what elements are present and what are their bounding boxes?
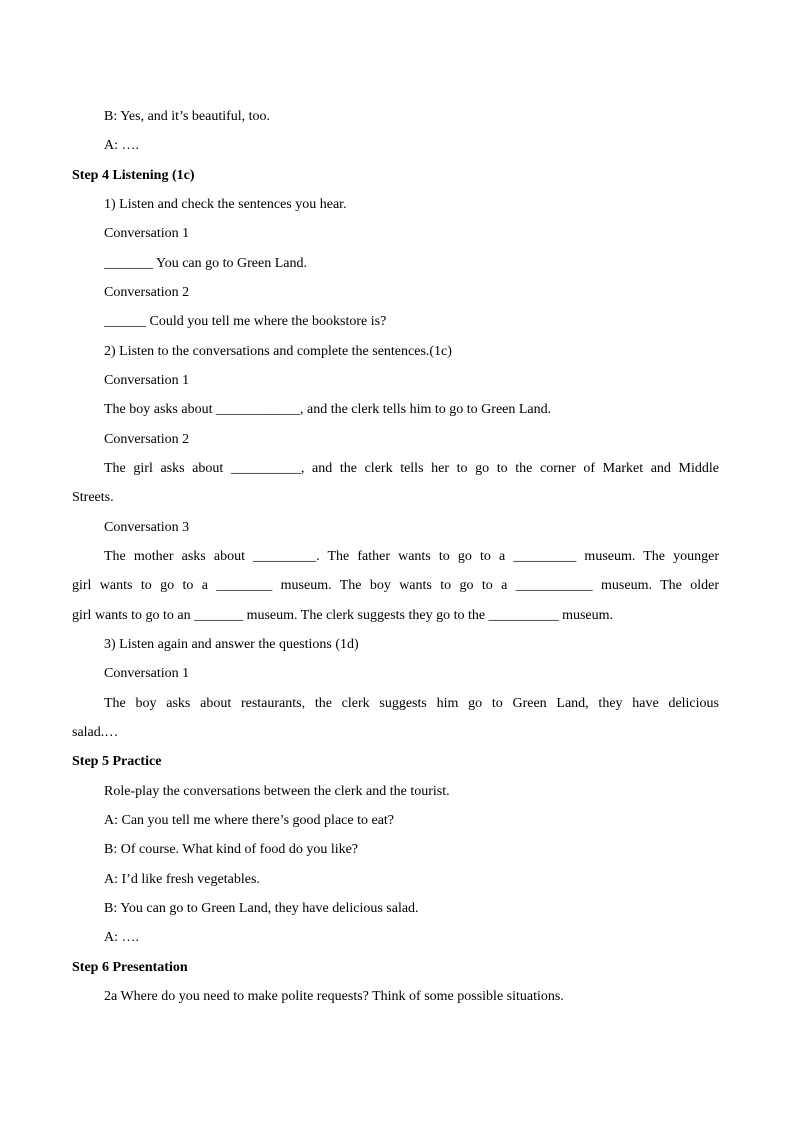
fill-in-sentence-continuation: Streets. [72,490,114,505]
conversation-label: Conversation 2 [104,285,190,300]
fill-in-paragraph: The mother asks about _________. The father wants to go to a _________ museum. The younger [104,549,719,564]
conversation-label: Conversation 1 [104,226,190,241]
fill-in-paragraph: girl wants to go to a ________ museum. The boy wants to go to a ___________ museum. The older [72,578,719,593]
dialogue-line: B: Yes, and it’s beautiful, too. [104,109,271,124]
answer-paragraph-continuation: salad.… [72,725,119,740]
dialogue-line: A: I’d like fresh vegetables. [104,872,260,887]
dialogue-line: B: You can go to Green Land, they have delicious salad. [104,901,419,916]
task-instruction: Role-play the conversations between the clerk and the tourist. [104,784,450,799]
dialogue-line: A: Can you tell me where there’s good place to eat? [104,813,395,828]
fill-in-sentence: The boy asks about ____________, and the clerk tells him to go to Green Land. [104,402,552,417]
step-4-heading: Step 4 Listening (1c) [72,168,195,183]
fill-in-paragraph: girl wants to go to an _______ museum. The clerk suggests they go to the __________ museum. [72,608,614,623]
dialogue-line: A: …. [104,138,139,153]
fill-in-sentence: The girl asks about __________, and the clerk tells her to go to the corner of Market and Middle [104,461,719,476]
conversation-label: Conversation 1 [104,373,190,388]
conversation-label: Conversation 1 [104,666,190,681]
task-instruction: 3) Listen again and answer the questions (1d) [104,637,359,652]
step-5-heading: Step 5 Practice [72,754,162,769]
fill-in-sentence: _______ You can go to Green Land. [104,256,307,271]
step-6-heading: Step 6 Presentation [72,960,188,975]
task-instruction: 2a Where do you need to make polite requests? Think of some possible situations. [104,989,564,1004]
task-instruction: 2) Listen to the conversations and complete the sentences.(1c) [104,344,452,359]
fill-in-sentence: ______ Could you tell me where the bookstore is? [104,314,387,329]
task-instruction: 1) Listen and check the sentences you hear. [104,197,347,212]
dialogue-line: B: Of course. What kind of food do you like? [104,842,359,857]
dialogue-line: A: …. [104,930,139,945]
conversation-label: Conversation 3 [104,520,190,535]
answer-paragraph: The boy asks about restaurants, the clerk suggests him go to Green Land, they have delicious [104,696,719,711]
conversation-label: Conversation 2 [104,432,190,447]
